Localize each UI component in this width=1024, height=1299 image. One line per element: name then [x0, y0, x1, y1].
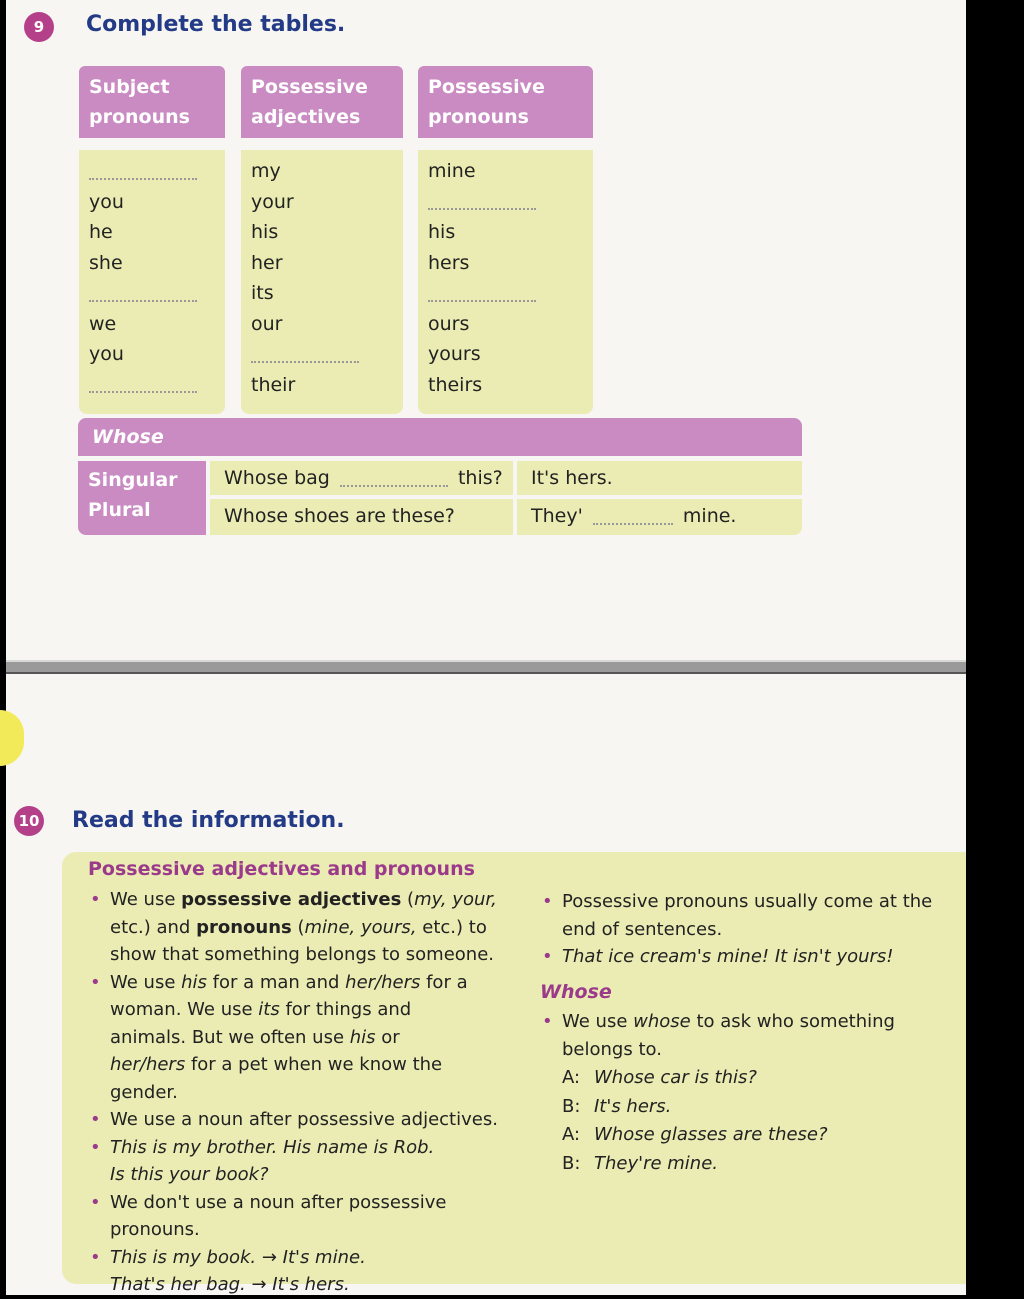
table-cell: ours [428, 312, 470, 335]
bullet-2: • We use his for a man and her/hers for a woman. We use its for things and animals. But we often use his or her/hers for a pet when we know the gender. [88, 969, 518, 1107]
whose-labels [78, 461, 206, 535]
table-cell: we [89, 312, 117, 335]
dialog [562, 1064, 828, 1178]
plural-answer: They' mine. [517, 499, 802, 535]
table-cell[interactable] [79, 156, 225, 187]
whose-bullets [540, 1008, 930, 1063]
singular-label: Singular [88, 469, 178, 491]
header-subject-pronouns: Subject pronouns [79, 66, 225, 138]
table-cell: she [89, 251, 123, 274]
table-cell: hers [428, 251, 470, 274]
table-cell[interactable] [79, 278, 225, 309]
dialog-line-4: B: They're mine. [562, 1152, 719, 1174]
info-heading: Possessive adjectives and pronouns [88, 858, 475, 880]
table-cell: theirs [428, 373, 483, 396]
blank-field[interactable] [251, 347, 359, 363]
bullet-6: • We use whose to ask who something belongs to. [540, 1008, 930, 1063]
column-pronoun-body [418, 150, 593, 414]
bullet-5-example: • That ice cream's mine! It isn't yours! [540, 943, 950, 971]
table-cell: her [251, 251, 283, 274]
table-cell: he [89, 221, 113, 243]
exercise-9-number: 9 [24, 12, 54, 42]
table-cell: yours [428, 343, 481, 365]
table-cell[interactable] [418, 278, 593, 309]
blank-field[interactable] [428, 286, 536, 302]
dialog-line-1: A: Whose car is this? [562, 1067, 757, 1088]
column-possessive-adjectives [241, 66, 403, 400]
table-cell: their [251, 373, 296, 396]
blank-field[interactable] [89, 286, 197, 302]
dialog-line-3: A: Whose glasses are these? [562, 1124, 828, 1145]
bullet-1: • We use possessive adjectives (my, your, etc.) and pronouns (mine, yours, etc.) to show that something belongs to someone. [88, 886, 518, 969]
table-cell[interactable] [418, 187, 593, 218]
left-bullets [88, 886, 518, 1299]
blank-field[interactable] [89, 377, 197, 393]
singular-question: Whose bag this? [210, 461, 513, 495]
column-subject-pronouns [79, 66, 225, 400]
blank-field[interactable] [428, 194, 536, 210]
bullet-3: • We use a noun after possessive adjectives. [88, 1106, 518, 1134]
exercise-9-title: Complete the tables. [86, 12, 346, 37]
page-separator [6, 660, 966, 674]
plural-question: Whose shoes are these? [210, 499, 513, 535]
table-cell: its [251, 282, 274, 304]
table-cell: mine [428, 160, 476, 182]
column-possessive-pronouns [418, 66, 593, 400]
exercise-10-title: Read the information. [72, 808, 345, 833]
exercise-10-number: 10 [14, 806, 44, 836]
dialog-line-2: B: It's hers. [562, 1095, 672, 1117]
table-cell[interactable] [79, 370, 225, 401]
plural-label: Plural [88, 499, 151, 521]
table-cell: his [251, 221, 279, 243]
table-cell: my [251, 160, 281, 182]
bullet-3-examples: • This is my brother. His name is Rob. Is this your book? [88, 1134, 518, 1189]
header-possessive-pronouns: Possessive pronouns [418, 66, 593, 138]
singular-answer: It's hers. [517, 461, 802, 495]
whose-table-title: Whose [78, 418, 802, 456]
bullet-5: • Possessive pronouns usually come at the end of sentences. [540, 888, 950, 943]
blank-singular[interactable] [340, 471, 448, 487]
table-cell: our [251, 312, 283, 335]
right-bullets [540, 888, 950, 971]
header-possessive-adjectives: Possessive adjectives [241, 66, 403, 138]
table-cell: your [251, 190, 294, 213]
bullet-4: • We don't use a noun after possessive pronouns. [88, 1189, 518, 1244]
column-subject-body [79, 150, 225, 414]
blank-field[interactable] [89, 164, 197, 180]
whose-heading: Whose [540, 981, 612, 1003]
column-adjective-body [241, 150, 403, 414]
table-cell: his [428, 221, 456, 243]
table-cell: you [89, 343, 124, 365]
bullet-4-examples: • This is my book. → It's mine. That's her bag. → It's hers. [88, 1244, 518, 1299]
table-cell: you [89, 190, 124, 213]
blank-plural[interactable] [593, 509, 673, 525]
table-cell[interactable] [241, 339, 403, 370]
